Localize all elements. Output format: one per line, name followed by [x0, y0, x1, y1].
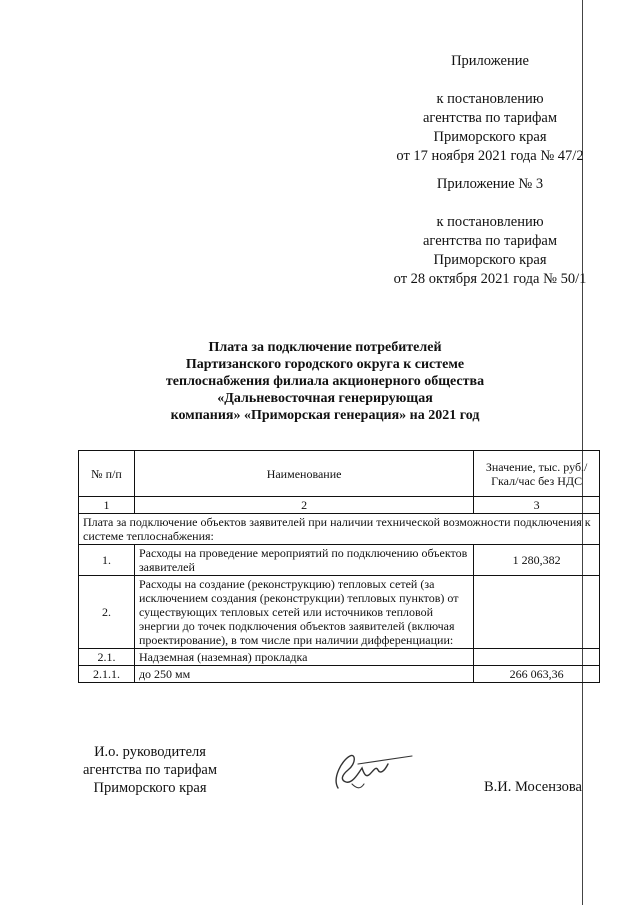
appendix-block-2: [380, 175, 600, 289]
header-name: Наименование: [134, 451, 473, 497]
appendix-1-title: Приложение: [451, 53, 529, 69]
row-value: [474, 649, 600, 666]
title-line-5: компания» «Приморская генерация» на 2021 год: [170, 408, 480, 423]
row-name: до 250 мм: [134, 666, 473, 683]
table-row: [79, 666, 600, 683]
appendix-1-line-2: агентства по тарифам: [423, 110, 557, 126]
appendix-2-line-2: агентства по тарифам: [423, 233, 557, 249]
row-num: 2.1.1.: [79, 666, 135, 683]
tariff-table: [78, 450, 600, 683]
header-num: № п/п: [79, 451, 135, 497]
row-name: Расходы на проведение мероприятий по подключению объектов заявителей: [134, 545, 473, 576]
row-value: 1 280,382: [474, 545, 600, 576]
signatory-line-2: агентства по тарифам: [83, 762, 217, 778]
col-number-1: 1: [79, 497, 135, 514]
appendix-2-line-3: Приморского края: [433, 252, 547, 268]
row-name: Расходы на создание (реконструкцию) тепловых сетей (за исключением создания (реконструкции) тепловых пунктов) от существующих тепловых сетей или источников тепловой энергии до точек подключения объектов заявителей (включая проектирование), в том числе при наличии дифференциации:: [134, 576, 473, 649]
section-title: Плата за подключение объектов заявителей при наличии технической возможности подключения к системе теплоснабжения:: [79, 514, 600, 545]
title-line-2: Партизанского городского округа к системе: [185, 357, 465, 372]
section-row: [79, 514, 600, 545]
signatory-name: В.И. Мосензова: [484, 779, 582, 795]
appendix-1-line-3: Приморского края: [433, 129, 547, 145]
header-value: Значение, тыс. руб./Гкал/час без НДС: [474, 451, 600, 497]
appendix-1-line-1: к постановлению: [436, 91, 544, 107]
col-number-2: 2: [134, 497, 473, 514]
appendix-1-line-4: от 17 ноября 2021 года № 47/2: [396, 148, 584, 164]
signatory-position: [60, 743, 240, 797]
table-row: [79, 545, 600, 576]
row-num: 2.1.: [79, 649, 135, 666]
title-line-1: Плата за подключение потребителей: [208, 340, 442, 355]
signatory-line-1: И.о. руководителя: [94, 744, 206, 760]
row-name: Надземная (наземная) прокладка: [134, 649, 473, 666]
row-value: [474, 576, 600, 649]
table-row: [79, 576, 600, 649]
document-title: [140, 339, 510, 424]
appendix-2-title: Приложение № 3: [436, 176, 544, 192]
row-num: 1.: [79, 545, 135, 576]
signatory-line-3: Приморского края: [93, 780, 207, 796]
row-num: 2.: [79, 576, 135, 649]
row-value: 266 063,36: [474, 666, 600, 683]
appendix-2-line-1: к постановлению: [436, 214, 544, 230]
title-line-4: «Дальневосточная генерирующая: [217, 391, 433, 406]
col-number-3: 3: [474, 497, 600, 514]
table-header-row: [79, 451, 600, 497]
appendix-2-line-4: от 28 октября 2021 года № 50/1: [393, 271, 587, 287]
handwritten-signature: [322, 748, 414, 794]
table-row: [79, 649, 600, 666]
title-line-3: теплоснабжения филиала акционерного общества: [165, 374, 485, 389]
column-number-row: [79, 497, 600, 514]
appendix-block-1: [380, 52, 600, 166]
